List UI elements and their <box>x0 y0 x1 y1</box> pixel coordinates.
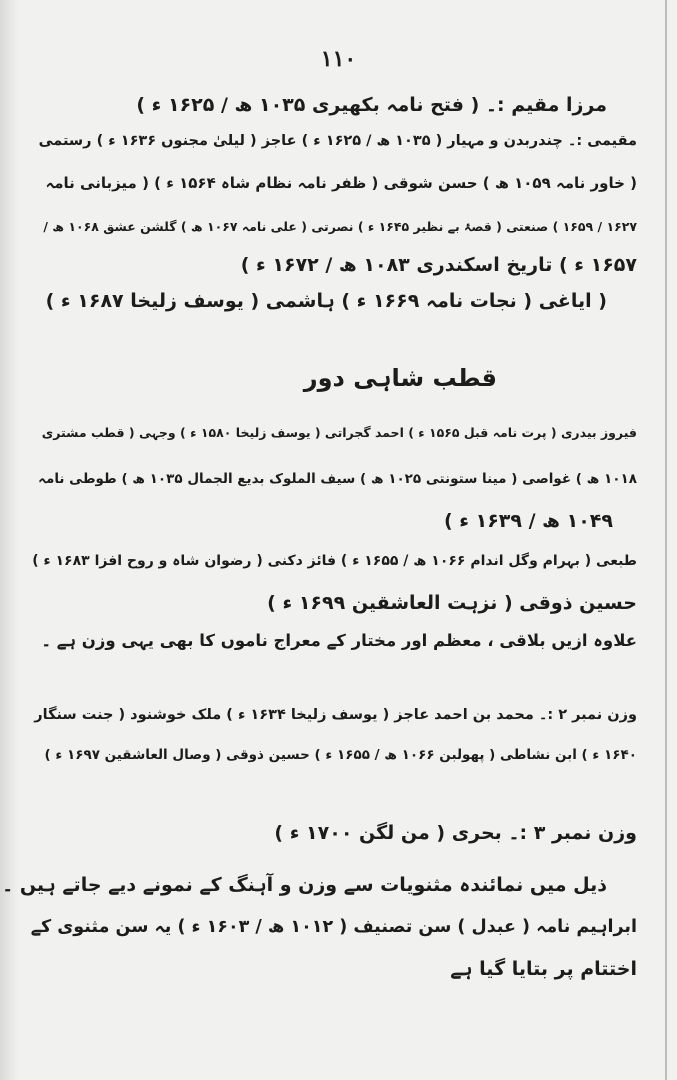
page-edge <box>665 0 667 1080</box>
text-line-8: ۱۰۱۸ ھ ) غواصی ( مینا ستونتی ۱۰۲۵ ھ ) سیف الملوک بدیع الجمال ۱۰۳۵ ھ ) طوطی نامہ <box>38 471 637 487</box>
text-line-7: فیروز بیدری ( پرت نامہ قبل ۱۵۶۵ ء ) احمد گجراتی ( یوسف زلیخا ۱۵۸۰ ء ) وجہی ( قطب مشتری <box>41 425 637 440</box>
text-line-11: حسین ذوقی ( نزہت العاشقین ۱۶۹۹ ء ) <box>267 592 637 614</box>
text-line-14: ۱۶۴۰ ء ) ابن نشاطی ( پھولبن ۱۰۶۶ ھ / ۱۶۵۵ ء ) حسین ذوقی ( وصال العاشقین ۱۶۹۷ ء ) <box>44 747 637 763</box>
text-line-3: ( خاور نامہ ۱۰۵۹ ھ ) حسن شوقی ( ظفر نامہ نظام شاہ ۱۵۶۴ ء ) ( میزبانی نامہ <box>45 174 637 192</box>
page-binding-shadow <box>0 0 18 1080</box>
text-line-18: اختتام پر بتایا گیا ہے <box>450 958 637 980</box>
text-line-13: وزن نمبر ۲ :۔ محمد بن احمد عاجز ( یوسف زلیخا ۱۶۳۴ ء ) ملک خوشنود ( جنت سنگار <box>34 707 637 723</box>
text-line-2: مقیمی :۔ چندربدن و مہیار ( ۱۰۳۵ ھ / ۱۶۲۵ ء ) عاجز ( لیلیٰ مجنوں ۱۶۳۶ ء ) رستمی <box>38 133 637 149</box>
text-line-16: ذیل میں نمائندہ مثنویات سے وزن و آہنگ کے نمونے دیے جاتے ہیں ۔ <box>2 874 607 896</box>
text-line-9: ۱۰۴۹ ھ / ۱۶۳۹ ء ) <box>443 510 613 532</box>
text-line-15: وزن نمبر ۳ :۔ بحری ( من لگن ۱۷۰۰ ء ) <box>274 822 637 844</box>
text-line-1: مرزا مقیم :۔ ( فتح نامہ بکھیری ۱۰۳۵ ھ / ۱۶۲۵ ء ) <box>136 94 607 116</box>
page-number: ۱۱۰ <box>320 46 357 72</box>
section-heading: قطب شاہی دور <box>303 364 497 392</box>
text-line-4: ۱۶۲۷ / ۱۶۵۹ ) صنعتی ( قصۂ بے نظیر ۱۶۴۵ ء ) نصرتی ( علی نامہ ۱۰۶۷ ھ ) گلشن عشق ۱۰۶۸ ھ / <box>43 219 637 234</box>
text-line-10: طبعی ( بہرام وگل اندام ۱۰۶۶ ھ / ۱۶۵۵ ء ) فائز دکنی ( رضوان شاہ و روح افزا ۱۶۸۳ ء ) <box>32 553 637 569</box>
text-line-6: ( ایاغی ( نجات نامہ ۱۶۶۹ ء ) ہاشمی ( یوسف زلیخا ۱۶۸۷ ء ) <box>45 290 607 312</box>
text-line-12: علاوہ ازیں بلاقی ، معظم اور مختار کے معراج ناموں کا بھی یہی وزن ہے ۔ <box>41 631 637 650</box>
text-line-17: ابراہیم نامہ ( عبدل ) سن تصنیف ( ۱۰۱۲ ھ / ۱۶۰۳ ء ) یہ سن مثنوی کے <box>30 917 637 937</box>
text-line-5: ۱۶۵۷ ء ) تاریخ اسکندری ۱۰۸۳ ھ / ۱۶۷۲ ء ) <box>240 254 637 276</box>
